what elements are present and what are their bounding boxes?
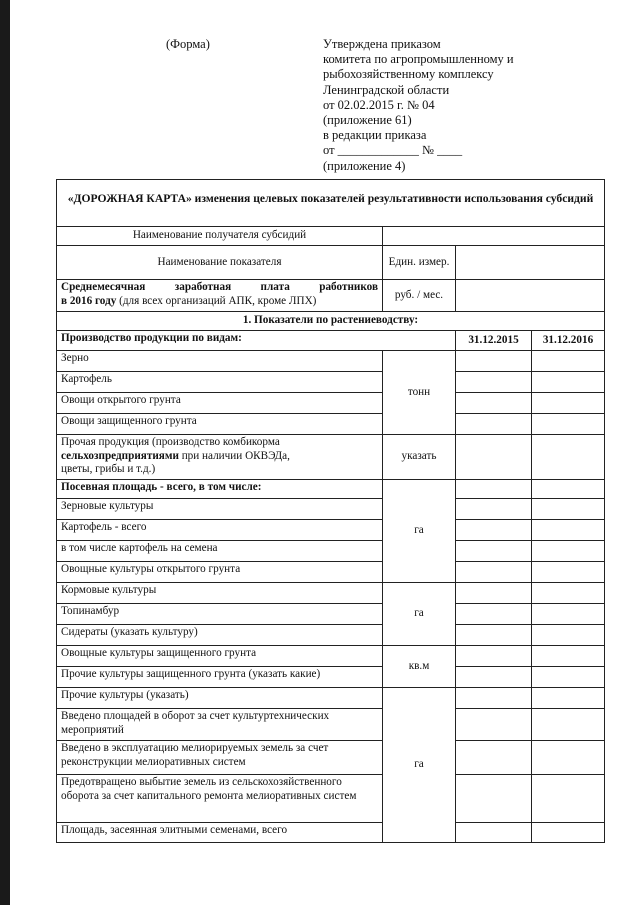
value-cell[interactable] [532, 351, 605, 372]
unit-cell: кв.м [383, 646, 456, 688]
value-cell[interactable] [532, 414, 605, 435]
value-cell[interactable] [532, 604, 605, 625]
row-label: Зерно [57, 351, 383, 372]
value-cell[interactable] [532, 520, 605, 541]
value-cell[interactable] [456, 741, 532, 775]
value-cell[interactable] [456, 775, 532, 823]
value-cell[interactable] [532, 709, 605, 741]
row-label: Овощные культуры открытого грунта [57, 562, 383, 583]
row-label: Предотвращено выбытие земель из сельскохозяйственного оборота за счет капитального ремонта мелиоративных систем [57, 775, 383, 823]
row-label: Площадь, засеянная элитными семенами, всего [57, 823, 383, 843]
row-label: Введено площадей в оборот за счет культуртехнических мероприятий [57, 709, 383, 741]
value-cell[interactable] [532, 823, 605, 843]
salary-rest: (для всех организаций АПК, кроме ЛПХ) [116, 294, 317, 307]
value-cell[interactable] [532, 435, 605, 480]
value-cell[interactable] [456, 583, 532, 604]
table-title [57, 180, 605, 227]
salary-bold-line: Среднемесячная заработная плата работников [61, 281, 378, 293]
row-label: Зерновые культуры [57, 499, 383, 520]
value-cell[interactable] [532, 372, 605, 393]
row-label: Топинамбур [57, 604, 383, 625]
empty-cell [456, 246, 605, 280]
row-label: Прочие культуры (указать) [57, 688, 383, 709]
recipient-value-cell[interactable] [383, 227, 605, 246]
value-cell[interactable] [456, 688, 532, 709]
value-cell[interactable] [456, 435, 532, 480]
row-label: Кормовые культуры [57, 583, 383, 604]
value-cell[interactable] [456, 709, 532, 741]
approval-line: рыбохозяйственному комплексу [323, 67, 494, 82]
unit-cell: га [383, 583, 456, 646]
value-cell[interactable] [456, 562, 532, 583]
value-cell[interactable] [532, 646, 605, 667]
salary-value-cell[interactable] [456, 280, 605, 312]
value-cell[interactable] [456, 393, 532, 414]
value-cell[interactable] [532, 562, 605, 583]
scan-edge-bar [0, 0, 10, 905]
row-label: Овощные культуры защищенного грунта [57, 646, 383, 667]
date-column-2015: 31.12.2015 [456, 331, 532, 351]
value-cell[interactable] [532, 541, 605, 562]
section-1-header: 1. Показатели по растениеводству: [57, 312, 605, 331]
salary-unit: руб. / мес. [383, 280, 456, 312]
value-cell[interactable] [456, 823, 532, 843]
value-cell[interactable] [456, 541, 532, 562]
salary-label [57, 280, 383, 312]
approval-line: от 02.02.2015 г. № 04 [323, 97, 435, 112]
unit-cell: указать [383, 435, 456, 480]
value-cell[interactable] [532, 393, 605, 414]
value-cell[interactable] [456, 414, 532, 435]
value-cell[interactable] [456, 667, 532, 688]
production-header: Производство продукции по видам: [57, 331, 456, 351]
row-label: Картофель - всего [57, 520, 383, 541]
value-cell[interactable] [532, 688, 605, 709]
approval-block [323, 37, 514, 174]
row-label [57, 435, 383, 480]
salary-bold-year: в 2016 году [61, 294, 117, 307]
row-label: Прочие культуры защищенного грунта (указать какие) [57, 667, 383, 688]
value-cell[interactable] [456, 646, 532, 667]
row-label: в том числе картофель на семена [57, 541, 383, 562]
value-cell[interactable] [456, 604, 532, 625]
roadmap-table [56, 179, 605, 843]
value-cell[interactable] [532, 480, 605, 499]
approval-line: комитета по агропромышленному и [323, 52, 514, 67]
approval-line: Ленинградской области [323, 82, 450, 97]
value-cell[interactable] [456, 625, 532, 646]
other-products-part: при наличии ОКВЭДа, [178, 449, 290, 462]
other-products-part: Прочая продукция (производство комбикорма [61, 436, 280, 448]
unit-label: Един. измер. [383, 246, 456, 280]
table-title-bold: «ДОРОЖНАЯ КАРТА» [67, 192, 192, 205]
date-column-2016: 31.12.2016 [532, 331, 605, 351]
indicator-label: Наименование показателя [57, 246, 383, 280]
unit-cell: га [383, 480, 456, 583]
approval-line: (приложение 4) [323, 158, 406, 173]
unit-cell: га [383, 688, 456, 843]
other-products-bold: сельхозпредприятиями [61, 449, 179, 462]
other-products-part: цветы, грибы и т.д.) [61, 463, 156, 475]
approval-line: в редакции приказа [323, 128, 427, 143]
form-label: (Форма) [166, 37, 210, 51]
recipient-label: Наименование получателя субсидий [57, 227, 383, 246]
value-cell[interactable] [456, 351, 532, 372]
row-label: Овощи защищенного грунта [57, 414, 383, 435]
approval-line: Утверждена приказом [323, 37, 441, 51]
value-cell[interactable] [532, 499, 605, 520]
table-title-rest: изменения целевых показателей результативности использования субсидий [191, 192, 594, 205]
value-cell[interactable] [532, 667, 605, 688]
row-label: Сидераты (указать культуру) [57, 625, 383, 646]
value-cell[interactable] [456, 480, 532, 499]
sown-area-header: Посевная площадь - всего, в том числе: [57, 480, 383, 499]
value-cell[interactable] [456, 520, 532, 541]
value-cell[interactable] [456, 372, 532, 393]
approval-line: от _____________ № ____ [323, 143, 463, 158]
value-cell[interactable] [532, 625, 605, 646]
value-cell[interactable] [532, 775, 605, 823]
approval-line: (приложение 61) [323, 113, 412, 128]
row-label: Введено в эксплуатацию мелиорируемых земель за счет реконструкции мелиоративных систем [57, 741, 383, 775]
value-cell[interactable] [456, 499, 532, 520]
value-cell[interactable] [532, 583, 605, 604]
row-label: Овощи открытого грунта [57, 393, 383, 414]
row-label: Картофель [57, 372, 383, 393]
value-cell[interactable] [532, 741, 605, 775]
unit-cell: тонн [383, 351, 456, 435]
